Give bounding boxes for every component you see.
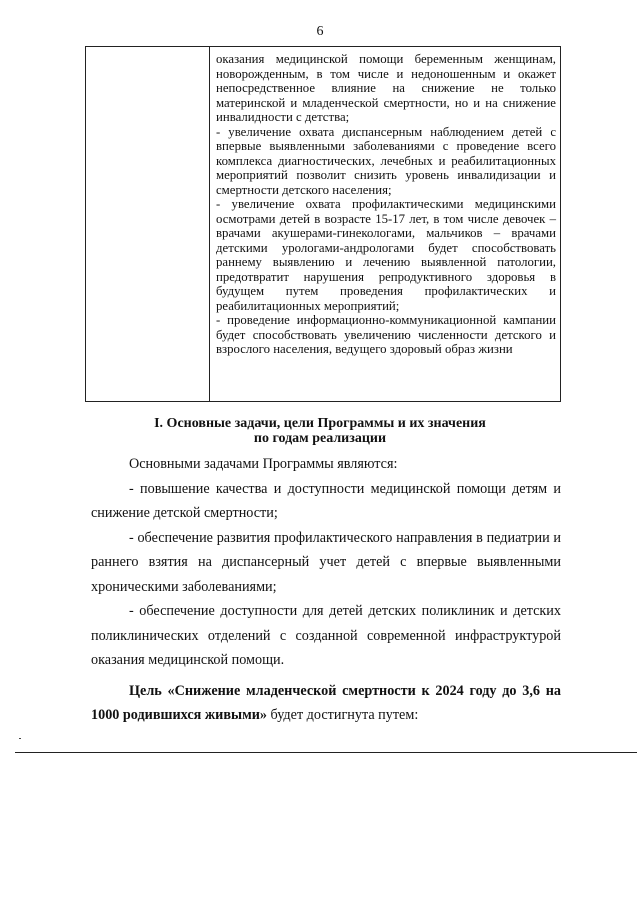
table-paragraph: оказания медицинской помощи беременным женщинам, новорожденным, в том числе и недоношенным и окажет непосредственное влияние на снижение не только материнской и младенческой смертности, но и на снижение инвалидности с детства; [216,52,556,124]
table-paragraph: - увеличение охвата профилактическими медицинскими осмотрами детей в возрасте 15-17 лет, в том числе девочек – врачами акушерами-гинекологами, мальчиков – врачами детскими урологами-андрологами будет способствовать раннему выявлению и лечению выявленной патологии, предотвратит нарушения репродуктивного здоровья в будущем путем проведения профилактических и реабилитационных мероприятий; [216,197,556,313]
goal-suffix: будет достигнута путем: [267,707,419,723]
table-paragraph: - увеличение охвата диспансерным наблюдением детей с впервые выявленными заболеваниями с проведение всего комплекса диагностических, лечебных и реабилитационных мероприятий позволит снизить уровень инвалидизации и смертности детского населения; [216,124,556,197]
body-text [91,452,561,728]
section-heading [0,416,640,446]
task-item: - обеспечение доступности для детей детских поликлиник и детских поликлинических отделений с созданной современной инфраструктурой оказания медицинской помощи. [91,603,561,668]
task-item: - обеспечение развития профилактического направления в педиатрии и раннего взятия на диспансерный учет детей с впервые выявленными хроническими заболеваниями; [91,529,561,595]
continuation-table [85,46,561,402]
table-right-cell [210,47,560,401]
goal-paragraph [91,679,561,728]
scan-mark [19,738,21,739]
table-left-cell [86,47,210,401]
table-paragraph: - проведение информационно-коммуникационной кампании будет способствовать увеличению численности детского и взрослого населения, ведущего здоровый образ жизни [216,313,556,356]
tasks-intro: Основными задачами Программы являются: [129,456,398,472]
goal-title: «Снижение младенческой смертности к 2024 году до 3,6 на 1000 родившихся живыми» [91,682,561,723]
section-heading-line1: I. Основные задачи, цели Программы и их значения [154,416,486,431]
goal-prefix: Цель [129,682,168,699]
section-heading-line2: по годам реализации [253,431,387,446]
page-number: 6 [316,24,324,39]
footer-rule [15,752,637,753]
task-item: - повышение качества и доступности медицинской помощи детям и снижение детской смертности; [91,480,561,521]
